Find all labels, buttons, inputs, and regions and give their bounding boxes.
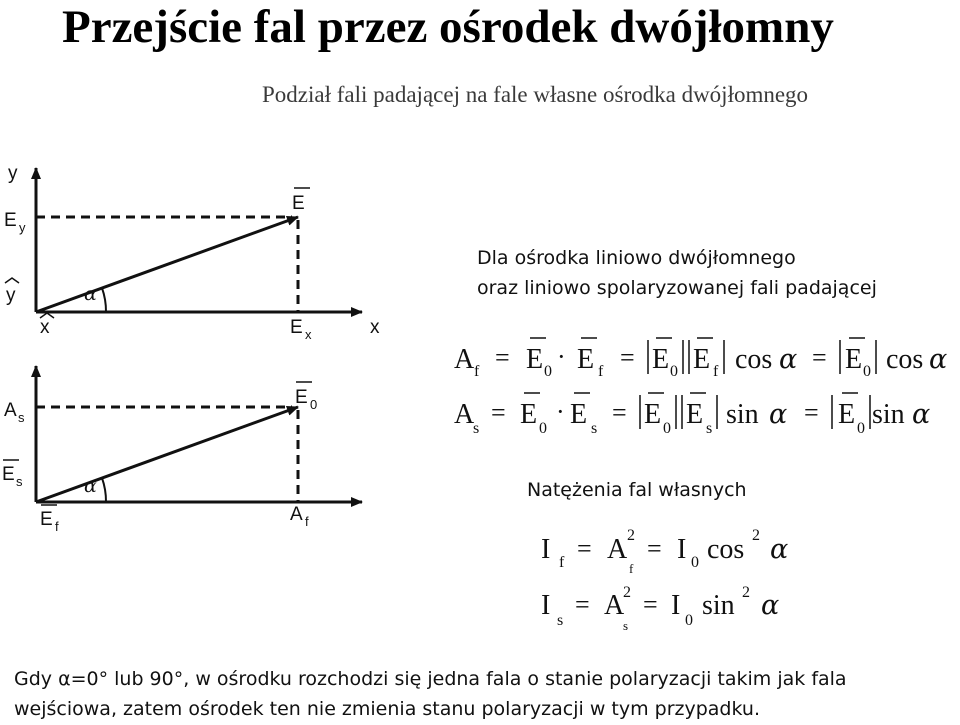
page-subtitle: Podział fali padającej na fale własne ośrodka dwójłomnego: [262, 82, 809, 107]
eq-if-eq2: =: [647, 534, 662, 563]
y-hat-caret: [5, 278, 19, 283]
eq-is-I: I: [541, 590, 551, 621]
es-label: E: [2, 464, 15, 485]
eq-as-Es-sub: s: [591, 420, 598, 437]
eq-if-A-sub: f: [629, 561, 634, 576]
eq-is-A-sup: 2: [623, 584, 631, 601]
ey-sub: y: [19, 220, 26, 235]
page-title: Przejście fal przez ośrodek dwójłomny: [62, 1, 834, 53]
eq-af-cos2: cos: [886, 344, 924, 375]
x-axis-label: x: [370, 317, 380, 338]
eq-if-I0: I: [677, 534, 687, 565]
eq-af-alpha1: α: [779, 344, 798, 375]
eq-as-sin2: sin: [872, 399, 905, 430]
eq-is-sin-sup: 2: [742, 584, 750, 601]
eq-as-E0: E: [520, 399, 538, 430]
intro-line-2: oraz liniowo spolaryzowanej fali padającej: [477, 277, 877, 299]
eq-if-I-sub: f: [559, 554, 565, 571]
eq-as-absE0b: E: [838, 399, 856, 430]
eq-if-cos: cos: [707, 534, 745, 565]
eq-as-sin1: sin: [726, 399, 759, 430]
es-sub: s: [16, 474, 23, 489]
eq-as-absE0-sub: 0: [663, 420, 671, 437]
eq-as-absE0b-sub: 0: [857, 420, 865, 437]
af-label: A: [290, 504, 303, 525]
eq-af-absE0: E: [652, 344, 670, 375]
eq-af-cos1: cos: [735, 344, 773, 375]
eq-af-dot: ·: [557, 342, 566, 371]
eq-as-absEs-sub: s: [706, 420, 713, 437]
y-axis-label: y: [8, 163, 18, 184]
as-label: A: [4, 400, 17, 421]
e0-label: E: [295, 387, 308, 408]
eq-af-Ef-sub: f: [598, 363, 604, 380]
eq-af-Ef: E: [577, 344, 595, 375]
eq-af-E0: E: [526, 344, 544, 375]
eq-af-alpha2: α: [929, 344, 948, 375]
top-diagram: [4, 163, 380, 342]
eq-as-alpha1: α: [769, 399, 788, 430]
equation-is: [541, 584, 779, 633]
eq-if-A-sup: 2: [627, 527, 635, 544]
af-sub: f: [305, 514, 309, 529]
eq-is-I0: I: [671, 590, 681, 621]
ey-label: E: [4, 210, 17, 231]
footer-line-1: Gdy α=0° lub 90°, w ośrodku rozchodzi się jedna fala o stanie polaryzacji takim jak fala: [14, 668, 847, 690]
eq-af-absEf-sub: f: [713, 363, 719, 380]
eq-af-A-sub: f: [474, 363, 480, 380]
e-vector-line: [36, 217, 298, 312]
eq-af-absE0-sub: 0: [670, 363, 678, 380]
bottom-diagram: [2, 366, 362, 534]
intensity-heading: Natężenia fal własnych: [527, 479, 747, 501]
eq-af-eq1: =: [495, 343, 510, 372]
eq-af-E0-sub: 0: [544, 363, 552, 380]
alpha-label-bottom: α: [84, 475, 97, 497]
eq-is-eq2: =: [643, 590, 658, 619]
eq-as-E0-sub: 0: [539, 420, 547, 437]
eq-if-I: I: [541, 534, 551, 565]
ex-label: E: [290, 317, 303, 338]
footer-line-2: wejściowa, zatem ośrodek ten nie zmienia stanu polaryzacji w tym przypadku.: [14, 698, 760, 720]
eq-is-sin: sin: [702, 590, 735, 621]
eq-is-A: A: [604, 590, 625, 621]
eq-if-cos-sup: 2: [752, 527, 760, 544]
ef-sub: f: [55, 519, 59, 534]
as-sub: s: [18, 410, 25, 425]
eq-af-eq3: =: [812, 343, 827, 372]
e0-vector-line: [36, 407, 298, 502]
y-hat-label: y: [6, 285, 16, 306]
eq-as-absEs: E: [686, 399, 704, 430]
eq-is-A-sub: s: [623, 618, 629, 633]
eq-af-absE0b: E: [845, 344, 863, 375]
e-vector-label: E: [292, 193, 305, 214]
alpha-arc-bottom: [102, 478, 106, 502]
eq-is-I0-sub: 0: [685, 612, 693, 629]
equation-af: [454, 338, 947, 380]
eq-af-absE0b-sub: 0: [863, 363, 871, 380]
eq-af-absEf: E: [693, 344, 711, 375]
eq-as-alpha2: α: [912, 399, 931, 430]
eq-af-A: A: [454, 344, 475, 375]
alpha-label-top: α: [84, 283, 97, 305]
eq-if-eq1: =: [577, 534, 592, 563]
eq-if-A: A: [607, 534, 628, 565]
equation-if: [541, 527, 788, 576]
eq-as-absE0: E: [644, 399, 662, 430]
eq-as-Es: E: [570, 399, 588, 430]
eq-is-alpha: α: [761, 590, 780, 621]
e0-sub: 0: [310, 397, 318, 412]
eq-as-A-sub: s: [473, 420, 480, 437]
eq-as-eq2: =: [612, 398, 627, 427]
x-hat-label: x: [40, 317, 50, 338]
eq-as-dot: ·: [556, 397, 565, 426]
eq-as-eq3: =: [804, 398, 819, 427]
equation-as: [454, 393, 930, 437]
intro-line-1: Dla ośrodka liniowo dwójłomnego: [477, 247, 796, 269]
ef-label: E: [40, 509, 53, 530]
eq-if-I0-sub: 0: [691, 554, 699, 571]
alpha-arc-top: [102, 288, 106, 312]
ex-sub: x: [305, 327, 312, 342]
eq-is-eq1: =: [575, 590, 590, 619]
eq-as-eq1: =: [491, 398, 506, 427]
eq-as-A: A: [454, 399, 475, 430]
eq-is-I-sub: s: [557, 612, 564, 629]
eq-af-eq2: =: [620, 343, 635, 372]
eq-if-alpha: α: [770, 534, 789, 565]
